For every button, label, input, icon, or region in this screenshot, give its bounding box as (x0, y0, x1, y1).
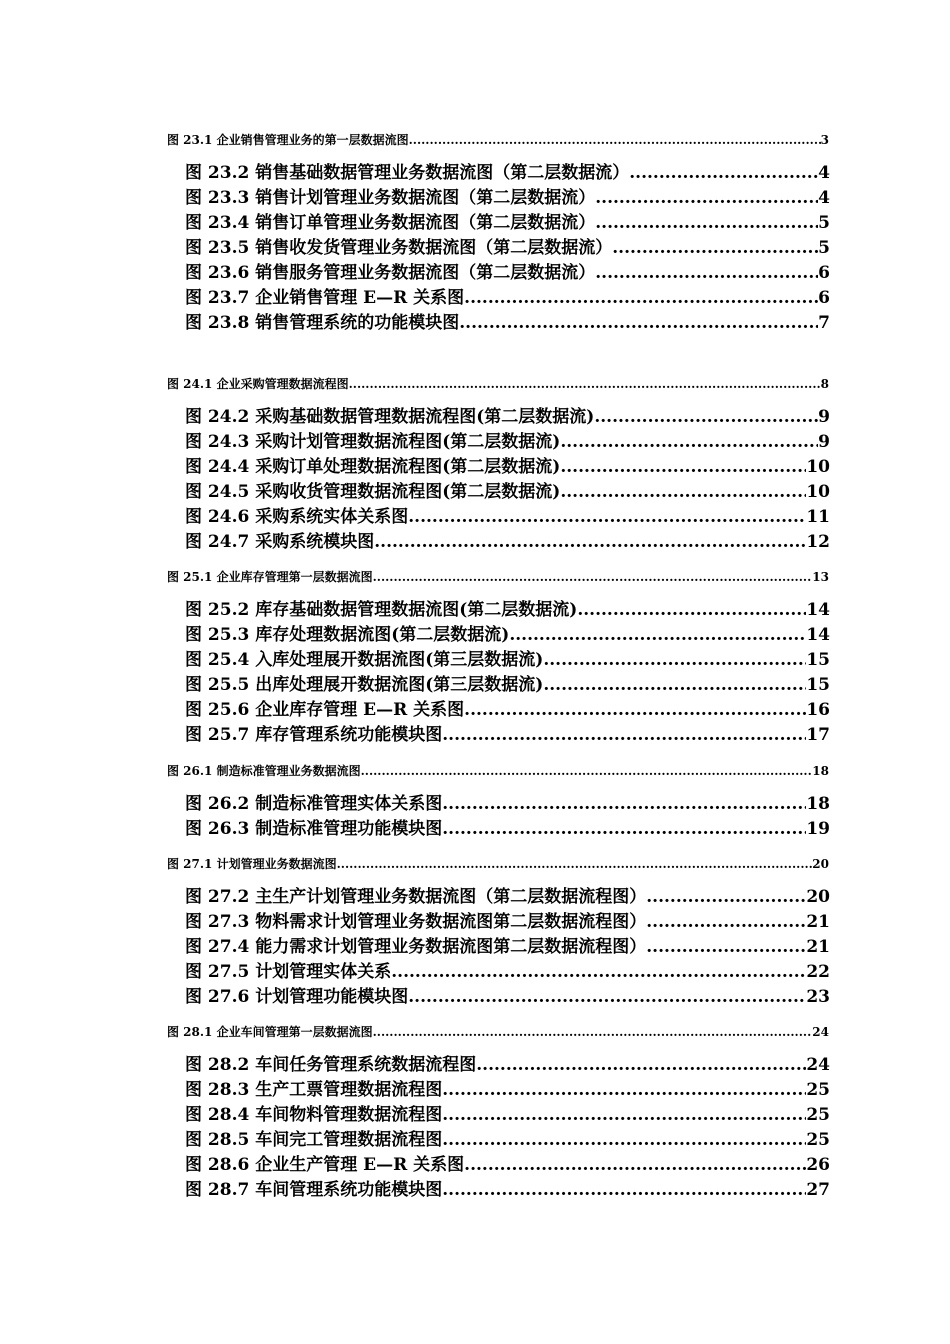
toc-entry-label: 图 27.6 计划管理功能模块图 (185, 987, 409, 1007)
toc-entry-label: 图 25.4 入库处理展开数据流图(第三层数据流) (185, 650, 544, 670)
toc-entry-label: 图 23.8 销售管理系统的功能模块图 (185, 313, 460, 333)
toc-leader-dots (442, 792, 806, 816)
toc-leader-dots (629, 161, 818, 185)
toc-entry-label: 图 24.1 企业采购管理数据流程图 (167, 377, 349, 391)
toc-page-number: 25 (806, 1130, 830, 1150)
toc-page-number: 3 (820, 133, 829, 147)
toc-entry-label: 图 26.1 制造标准管理业务数据流图 (167, 764, 361, 778)
toc-page-number: 24 (806, 1055, 830, 1075)
toc-page-number: 5 (818, 238, 830, 258)
toc-page-number: 27 (806, 1180, 830, 1200)
toc-entry-23-8[interactable] (185, 311, 830, 335)
toc-page-number: 10 (806, 482, 830, 502)
toc-leader-dots (442, 817, 806, 841)
toc-page-number: 20 (806, 887, 830, 907)
toc-entry-label: 图 28.6 企业生产管理 E—R 关系图 (185, 1155, 465, 1175)
toc-leader-dots (374, 530, 806, 554)
toc-entry-label: 图 23.1 企业销售管理业务的第一层数据流图 (167, 133, 409, 147)
toc-entry-27-3[interactable] (185, 910, 830, 934)
toc-page-number: 12 (806, 532, 830, 552)
toc-page-number: 19 (806, 819, 830, 839)
toc-entry-label: 图 25.2 库存基础数据管理数据流图(第二层数据流) (185, 600, 578, 620)
toc-entry-26-3[interactable] (185, 817, 830, 841)
toc-page-number: 17 (806, 725, 830, 745)
toc-entry-28-6[interactable] (185, 1153, 830, 1177)
toc-leader-dots (560, 480, 806, 504)
toc-entry-label: 图 25.6 企业库存管理 E—R 关系图 (185, 700, 465, 720)
toc-entry-26-1[interactable] (167, 763, 829, 779)
toc-entry-28-1[interactable] (167, 1024, 829, 1040)
toc-entry-28-5[interactable] (185, 1128, 830, 1152)
toc-entry-27-1[interactable] (167, 856, 829, 872)
toc-page-number: 15 (806, 675, 830, 695)
toc-entry-label: 图 27.3 物料需求计划管理业务数据流图第二层数据流程图） (185, 912, 647, 932)
toc-page-number: 9 (818, 407, 830, 427)
toc-entry-label: 图 27.2 主生产计划管理业务数据流图（第二层数据流程图） (185, 887, 647, 907)
toc-entry-27-6[interactable] (185, 985, 830, 1009)
toc-entry-25-3[interactable] (185, 623, 830, 647)
toc-leader-dots (464, 1153, 806, 1177)
toc-entry-25-1[interactable] (167, 569, 829, 585)
toc-page-number: 5 (818, 213, 830, 233)
toc-page-number: 18 (812, 764, 829, 778)
toc-entry-label: 图 27.5 计划管理实体关系 (185, 962, 392, 982)
toc-entry-label: 图 28.3 生产工票管理数据流程图 (185, 1080, 443, 1100)
toc-page-number: 9 (818, 432, 830, 452)
toc-page-number: 10 (806, 457, 830, 477)
toc-page-number: 18 (806, 794, 830, 814)
toc-entry-label: 图 24.7 采购系统模块图 (185, 532, 375, 552)
toc-entry-label: 图 24.3 采购计划管理数据流程图(第二层数据流) (185, 432, 561, 452)
toc-entry-23-7[interactable] (185, 286, 830, 310)
toc-leader-dots (361, 763, 813, 779)
toc-page-number: 24 (812, 1025, 829, 1039)
toc-entry-27-2[interactable] (185, 885, 830, 909)
toc-leader-dots (543, 648, 806, 672)
toc-entry-24-7[interactable] (185, 530, 830, 554)
toc-entry-label: 图 23.5 销售收发货管理业务数据流图（第二层数据流） (185, 238, 613, 258)
toc-leader-dots (646, 935, 806, 959)
toc-entry-label: 图 24.2 采购基础数据管理数据流程图(第二层数据流) (185, 407, 595, 427)
toc-page-number: 14 (806, 625, 830, 645)
toc-leader-dots (646, 910, 806, 934)
toc-entry-24-5[interactable] (185, 480, 830, 504)
toc-entry-label: 图 28.7 车间管理系统功能模块图 (185, 1180, 443, 1200)
toc-entry-28-3[interactable] (185, 1078, 830, 1102)
toc-leader-dots (595, 261, 818, 285)
toc-leader-dots (373, 1024, 813, 1040)
toc-page-number: 20 (812, 857, 829, 871)
toc-leader-dots (442, 1103, 806, 1127)
toc-leader-dots (409, 132, 821, 148)
toc-leader-dots (408, 985, 806, 1009)
toc-leader-dots (459, 311, 818, 335)
toc-leader-dots (595, 211, 818, 235)
toc-entry-25-6[interactable] (185, 698, 830, 722)
toc-entry-label: 图 25.5 出库处理展开数据流图(第三层数据流) (185, 675, 544, 695)
toc-entry-label: 图 24.4 采购订单处理数据流程图(第二层数据流) (185, 457, 561, 477)
toc-page-number: 14 (806, 600, 830, 620)
toc-entry-label: 图 24.5 采购收货管理数据流程图(第二层数据流) (185, 482, 561, 502)
toc-leader-dots (391, 960, 806, 984)
toc-leader-dots (560, 430, 818, 454)
toc-entry-25-4[interactable] (185, 648, 830, 672)
toc-entry-28-2[interactable] (185, 1053, 830, 1077)
toc-entry-23-6[interactable] (185, 261, 830, 285)
toc-entry-label: 图 26.2 制造标准管理实体关系图 (185, 794, 443, 814)
toc-leader-dots (594, 405, 818, 429)
toc-leader-dots (349, 376, 821, 392)
toc-page-number: 21 (806, 937, 830, 957)
toc-entry-label: 图 23.4 销售订单管理业务数据流图（第二层数据流） (185, 213, 596, 233)
toc-page-number: 16 (806, 700, 830, 720)
toc-entry-label: 图 23.6 销售服务管理业务数据流图（第二层数据流） (185, 263, 596, 283)
toc-leader-dots (509, 623, 806, 647)
toc-leader-dots (577, 598, 806, 622)
toc-entry-25-5[interactable] (185, 673, 830, 697)
toc-page-number: 4 (818, 163, 830, 183)
toc-leader-dots (442, 1128, 806, 1152)
toc-page-number: 25 (806, 1080, 830, 1100)
toc-page-number: 26 (806, 1155, 830, 1175)
toc-entry-23-3[interactable] (185, 186, 830, 210)
toc-leader-dots (464, 286, 818, 310)
toc-entry-label: 图 25.3 库存处理数据流图(第二层数据流) (185, 625, 510, 645)
toc-entry-label: 图 23.7 企业销售管理 E—R 关系图 (185, 288, 465, 308)
toc-page-number: 13 (812, 570, 829, 584)
toc-entry-label: 图 23.2 销售基础数据管理业务数据流图（第二层数据流） (185, 163, 630, 183)
toc-page-number: 21 (806, 912, 830, 932)
toc-entry-label: 图 26.3 制造标准管理功能模块图 (185, 819, 443, 839)
toc-page-number: 11 (806, 507, 830, 527)
toc-leader-dots (442, 1178, 806, 1202)
toc-entry-24-2[interactable] (185, 405, 830, 429)
toc-entry-24-3[interactable] (185, 430, 830, 454)
toc-entry-24-1[interactable] (167, 376, 829, 392)
toc-entry-label: 图 28.4 车间物料管理数据流程图 (185, 1105, 443, 1125)
toc-leader-dots (543, 673, 806, 697)
toc-entry-24-4[interactable] (185, 455, 830, 479)
toc-leader-dots (337, 856, 813, 872)
toc-entry-23-4[interactable] (185, 211, 830, 235)
toc-entry-label: 图 28.5 车间完工管理数据流程图 (185, 1130, 443, 1150)
toc-entry-label: 图 23.3 销售计划管理业务数据流图（第二层数据流） (185, 188, 596, 208)
toc-page-number: 15 (806, 650, 830, 670)
toc-leader-dots (464, 698, 806, 722)
toc-entry-26-2[interactable] (185, 792, 830, 816)
toc-entry-label: 图 28.1 企业车间管理第一层数据流图 (167, 1025, 373, 1039)
toc-page-number: 7 (818, 313, 830, 333)
toc-entry-23-1[interactable] (167, 132, 829, 148)
toc-leader-dots (408, 505, 806, 529)
toc-page-number: 8 (820, 377, 829, 391)
toc-entry-label: 图 27.4 能力需求计划管理业务数据流图第二层数据流程图） (185, 937, 647, 957)
toc-page-number: 6 (818, 263, 830, 283)
toc-leader-dots (442, 1078, 806, 1102)
toc-entry-label: 图 25.7 库存管理系统功能模块图 (185, 725, 443, 745)
toc-entry-28-7[interactable] (185, 1178, 830, 1202)
toc-leader-dots (595, 186, 818, 210)
toc-entry-23-5[interactable] (185, 236, 830, 260)
toc-page-number: 4 (818, 188, 830, 208)
toc-page-number: 23 (806, 987, 830, 1007)
toc-entry-label: 图 24.6 采购系统实体关系图 (185, 507, 409, 527)
toc-entry-label: 图 25.1 企业库存管理第一层数据流图 (167, 570, 373, 584)
toc-leader-dots (476, 1053, 806, 1077)
toc-page-number: 6 (818, 288, 830, 308)
toc-leader-dots (612, 236, 818, 260)
toc-leader-dots (373, 569, 813, 585)
toc-entry-23-2[interactable] (185, 161, 830, 185)
toc-entry-label: 图 28.2 车间任务管理系统数据流程图 (185, 1055, 477, 1075)
toc-page-number: 25 (806, 1105, 830, 1125)
toc-entry-25-7[interactable] (185, 723, 830, 747)
toc-page-number: 22 (806, 962, 830, 982)
toc-leader-dots (646, 885, 806, 909)
toc-entry-28-4[interactable] (185, 1103, 830, 1127)
toc-entry-25-2[interactable] (185, 598, 830, 622)
toc-entry-27-5[interactable] (185, 960, 830, 984)
toc-entry-label: 图 27.1 计划管理业务数据流图 (167, 857, 337, 871)
toc-entry-27-4[interactable] (185, 935, 830, 959)
toc-leader-dots (560, 455, 806, 479)
toc-leader-dots (442, 723, 806, 747)
toc-entry-24-6[interactable] (185, 505, 830, 529)
